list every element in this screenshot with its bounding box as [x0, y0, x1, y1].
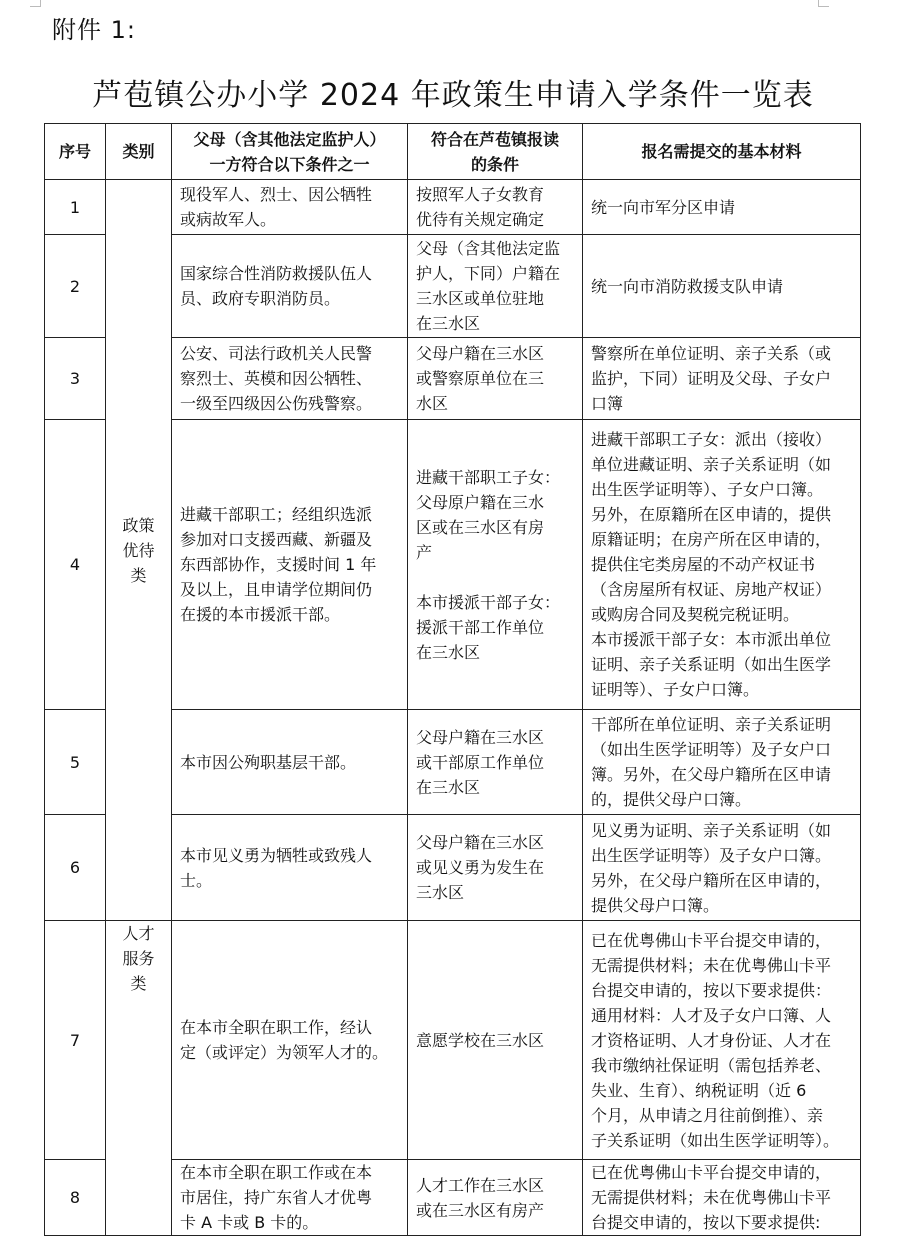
row-seq: 7	[45, 921, 106, 1160]
row-local-condition: 父母户籍在三水区 或见义勇为发生在 三水区	[408, 815, 583, 921]
attachment-label: 附件 1:	[52, 16, 136, 44]
row-local-condition: 人才工作在三水区 或在三水区有房产	[408, 1160, 583, 1236]
row-local-condition: 父母户籍在三水区 或警察原单位在三 水区	[408, 338, 583, 420]
crop-mark-right	[818, 0, 829, 7]
row-materials: 已在优粤佛山卡平台提交申请的， 无需提供材料；未在优粤佛山卡平 台提交申请的，按以下要求提供:	[583, 1160, 861, 1236]
category-talent: 人才 服务 类	[106, 921, 172, 1236]
row-parent-condition: 在本市全职在职工作或在本 市居住，持广东省人才优粤 卡 A 卡或 B 卡的。	[172, 1160, 408, 1236]
row-seq: 3	[45, 338, 106, 420]
row-parent-condition: 本市因公殉职基层干部。	[172, 710, 408, 815]
row-parent-condition: 进藏干部职工；经组织选派 参加对口支援西藏、新疆及 东西部协作，支援时间 1 年 及以上，且申请学位期间仍 在援的本市援派干部。	[172, 420, 408, 710]
table-header-row	[45, 124, 861, 180]
row-materials: 警察所在单位证明、亲子关系（或 监护，下同）证明及父母、子女户 口簿	[583, 338, 861, 420]
row-local-condition: 父母（含其他法定监 护人，下同）户籍在 三水区或单位驻地 在三水区	[408, 235, 583, 338]
row-materials: 已在优粤佛山卡平台提交申请的， 无需提供材料；未在优粤佛山卡平 台提交申请的，按以下要求提供： 通用材料：人才及子女户口簿、人 才资格证明、人才身份证、人才在 我市缴纳社保证明（需包括养老、 失业、生育）、纳税证明（近 6 个月，从申请之月往前倒推）、亲 子关系证明（如出生医学证明等）。	[583, 921, 861, 1160]
header-local-condition: 符合在芦苞镇报读 的条件	[408, 124, 583, 180]
row-parent-condition: 本市见义勇为牺牲或致残人 士。	[172, 815, 408, 921]
row-local-condition: 父母户籍在三水区 或干部原工作单位 在三水区	[408, 710, 583, 815]
admission-conditions-table	[44, 123, 861, 1236]
row-materials: 见义勇为证明、亲子关系证明（如 出生医学证明等）及子女户口簿。 另外，在父母户籍所在区申请的， 提供父母户口簿。	[583, 815, 861, 921]
row-parent-condition: 现役军人、烈士、因公牺牲 或病故军人。	[172, 180, 408, 235]
table-row	[45, 921, 861, 1160]
header-seq: 序号	[45, 124, 106, 180]
row-local-condition: 按照军人子女教育 优待有关规定确定	[408, 180, 583, 235]
row-materials: 干部所在单位证明、亲子关系证明 （如出生医学证明等）及子女户口 簿。另外，在父母户籍所在区申请 的，提供父母户口簿。	[583, 710, 861, 815]
row-materials: 进藏干部职工子女：派出（接收） 单位进藏证明、亲子关系证明（如 出生医学证明等）、子女户口簿。 另外，在原籍所在区申请的，提供 原籍证明；在房产所在区申请的， 提供住宅类房屋的不动产权证书 （含房屋所有权证、房地产权证） 或购房合同及契税完税证明。 本市援派干部子女：本市派出单位 证明、亲子关系证明（如出生医学 证明等）、子女户口簿。	[583, 420, 861, 710]
row-seq: 6	[45, 815, 106, 921]
row-materials: 统一向市消防救援支队申请	[583, 235, 861, 338]
header-materials: 报名需提交的基本材料	[583, 124, 861, 180]
row-seq: 4	[45, 420, 106, 710]
row-seq: 8	[45, 1160, 106, 1236]
row-seq: 1	[45, 180, 106, 235]
row-parent-condition: 在本市全职在职工作，经认 定（或评定）为领军人才的。	[172, 921, 408, 1160]
crop-mark-left	[30, 0, 41, 7]
page-title: 芦苞镇公办小学 2024 年政策生申请入学条件一览表	[92, 78, 814, 113]
row-seq: 5	[45, 710, 106, 815]
row-local-condition: 意愿学校在三水区	[408, 921, 583, 1160]
row-parent-condition: 国家综合性消防救援队伍人 员、政府专职消防员。	[172, 235, 408, 338]
row-materials: 统一向市军分区申请	[583, 180, 861, 235]
row-seq: 2	[45, 235, 106, 338]
header-parent-condition: 父母（含其他法定监护人） 一方符合以下条件之一	[172, 124, 408, 180]
header-category: 类别	[106, 124, 172, 180]
table-row	[45, 180, 861, 235]
category-policy: 政策 优待 类	[106, 180, 172, 921]
row-local-condition: 进藏干部职工子女： 父母原户籍在三水 区或在三水区有房 产 本市援派干部子女： 援派干部工作单位 在三水区	[408, 420, 583, 710]
row-parent-condition: 公安、司法行政机关人民警 察烈士、英模和因公牺牲、 一级至四级因公伤残警察。	[172, 338, 408, 420]
